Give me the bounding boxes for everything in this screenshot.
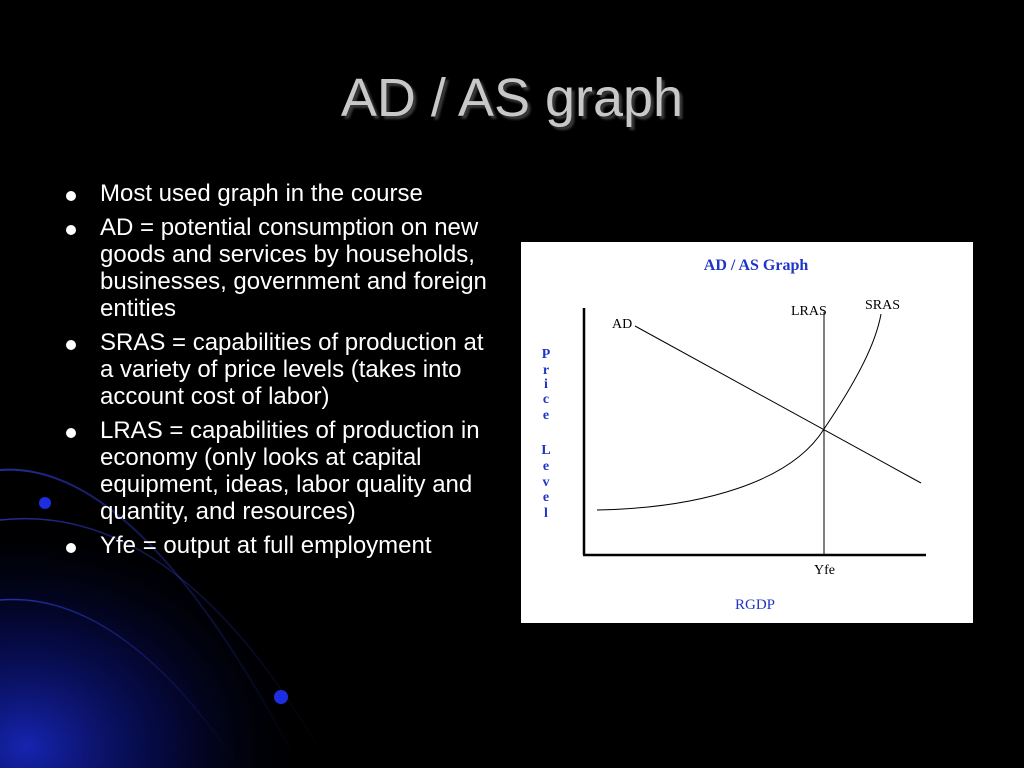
bullet-item xyxy=(62,180,502,207)
y-axis-letter: v xyxy=(542,475,550,490)
bullet-text: Yfe = output at full employment xyxy=(100,532,432,559)
bullet-dot-icon xyxy=(66,225,76,235)
ad-as-figure xyxy=(521,242,973,623)
y-axis-letter: i xyxy=(544,377,548,392)
bullet-text: LRAS = capabilities of production in economy (only looks at capital equipment, ideas, labor quality and quantity, and resources) xyxy=(100,417,480,525)
y-axis-letter: c xyxy=(542,392,550,407)
slide-title: AD / AS graph xyxy=(340,68,684,128)
y-axis-letter: e xyxy=(542,490,550,505)
y-axis-label xyxy=(541,347,550,521)
bullet-item xyxy=(62,329,502,410)
bullet-list xyxy=(62,180,502,566)
ad-as-diagram xyxy=(521,242,973,623)
bullet-text: AD = potential consumption on new goods and services by households, businesses, government and foreign entities xyxy=(100,214,487,322)
sras-label: SRAS xyxy=(865,298,901,313)
bullet-text: Most used graph in the course xyxy=(100,180,423,207)
bullet-dot-icon xyxy=(66,428,76,438)
ad-label: AD xyxy=(612,317,633,332)
bullet-item xyxy=(62,214,502,322)
bullet-dot-icon xyxy=(66,543,76,553)
y-axis-letter: r xyxy=(542,363,550,378)
bullet-text: SRAS = capabilities of production at a variety of price levels (takes into account cost of labor) xyxy=(100,329,484,410)
bullet-dot-icon xyxy=(66,340,76,350)
y-axis-letter: e xyxy=(542,408,550,423)
y-axis-letter: e xyxy=(542,459,550,474)
yfe-label: Yfe xyxy=(814,563,835,578)
y-axis-letter: P xyxy=(541,347,551,362)
sras-curve xyxy=(597,314,881,510)
lras-label: LRAS xyxy=(791,304,827,319)
x-axis-label: RGDP xyxy=(734,597,776,613)
figure-title: AD / AS Graph xyxy=(703,257,809,274)
bullet-dot-icon xyxy=(66,191,76,201)
y-axis-letter: l xyxy=(544,506,548,521)
ad-line xyxy=(635,326,921,483)
bullet-item xyxy=(62,417,502,525)
y-axis-letter: L xyxy=(541,443,551,458)
bullet-item xyxy=(62,532,502,559)
